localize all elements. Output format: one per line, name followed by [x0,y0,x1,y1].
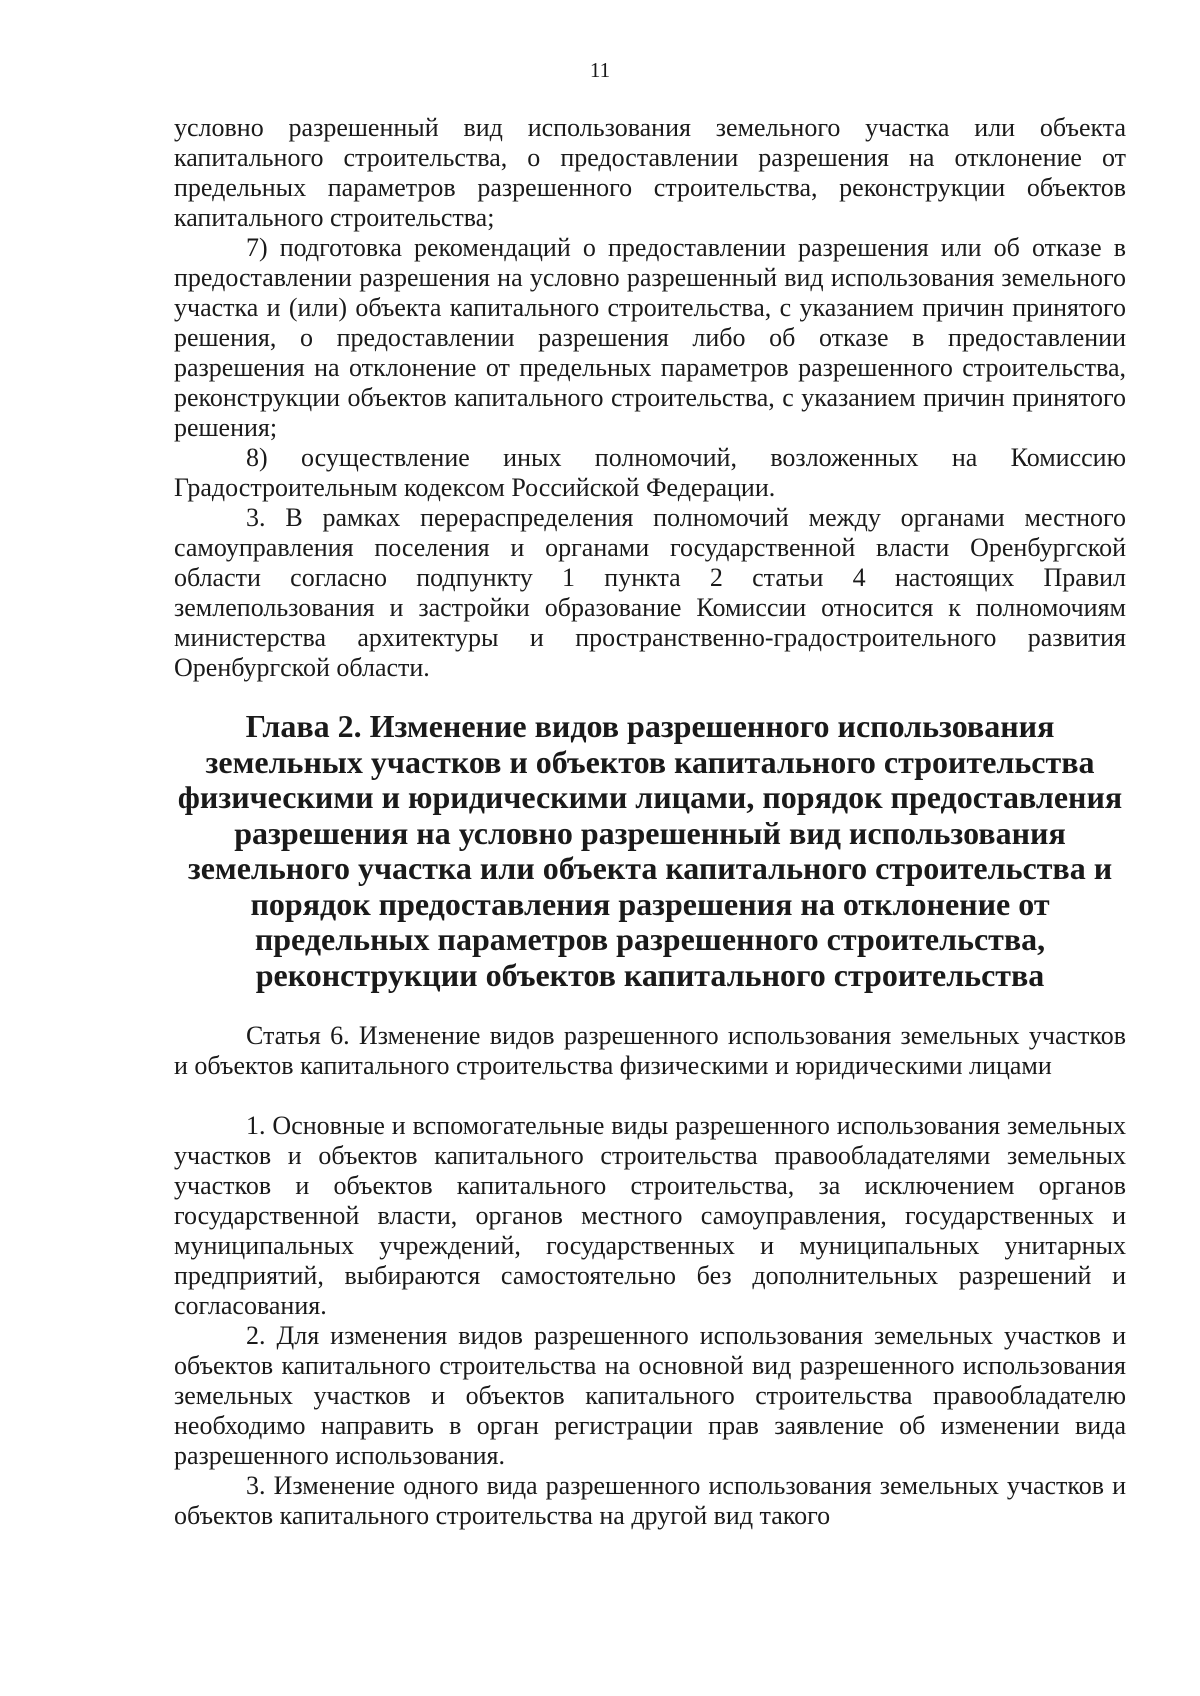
chapter-heading: Глава 2. Изменение видов разрешенного использования земельных участков и объектов капитального строительства физическими и юридическими лицами, порядок предоставления разрешения на условно разрешенный вид использования земельного участка или объекта капитального строительства и порядок предоставления разрешения на отклонение от предельных параметров разрешенного строительства, реконструкции объектов капитального строительства [177,708,1123,993]
paragraph-continuation: условно разрешенный вид использования земельного участка или объекта капитального строительства, о предоставлении разрешения на отклонение от предельных параметров разрешенного строительства, реконструкции объектов капитального строительства; [174,113,1126,232]
paragraph-item-8: 8) осуществление иных полномочий, возложенных на Комиссию Градостроительным кодексом Российской Федерации. [174,443,1126,502]
article-paragraph-2: 2. Для изменения видов разрешенного использования земельных участков и объектов капитального строительства на основной вид разрешенного использования земельных участков и объектов капитального строительства правообладателю необходимо направить в орган регистрации прав заявление об изменении вида разрешенного использования. [174,1321,1126,1470]
paragraph-item-7: 7) подготовка рекомендаций о предоставлении разрешения или об отказе в предоставлении разрешения на условно разрешенный вид использования земельного участка и (или) объекта капитального строительства, с указанием причин принятого решения, о предоставлении разрешения либо об отказе в предоставлении разрешения на отклонение от предельных параметров разрешенного строительства, реконструкции объектов капитального строительства, с указанием причин принятого решения; [174,233,1126,442]
article-paragraph-3: 3. Изменение одного вида разрешенного использования земельных участков и объектов капитального строительства на другой вид такого [174,1471,1126,1530]
page-number: 11 [589,58,611,82]
document-body [174,113,1126,1531]
paragraph-clause-3: 3. В рамках перераспределения полномочий между органами местного самоуправления поселения и органами государственной власти Оренбургской области согласно подпункту 1 пункта 2 статьи 4 настоящих Правил землепользования и застройки образование Комиссии относится к полномочиям министерства архитектуры и пространственно-градостроительного развития Оренбургской области. [174,503,1126,682]
article-heading: Статья 6. Изменение видов разрешенного использования земельных участков и объектов капитального строительства физическими и юридическими лицами [174,1021,1126,1080]
article-paragraph-1: 1. Основные и вспомогательные виды разрешенного использования земельных участков и объектов капитального строительства правообладателями земельных участков и объектов капитального строительства, за исключением органов государственной власти, органов местного самоуправления, государственных и муниципальных учреждений, государственных и муниципальных унитарных предприятий, выбираются самостоятельно без дополнительных разрешений и согласования. [174,1111,1126,1320]
